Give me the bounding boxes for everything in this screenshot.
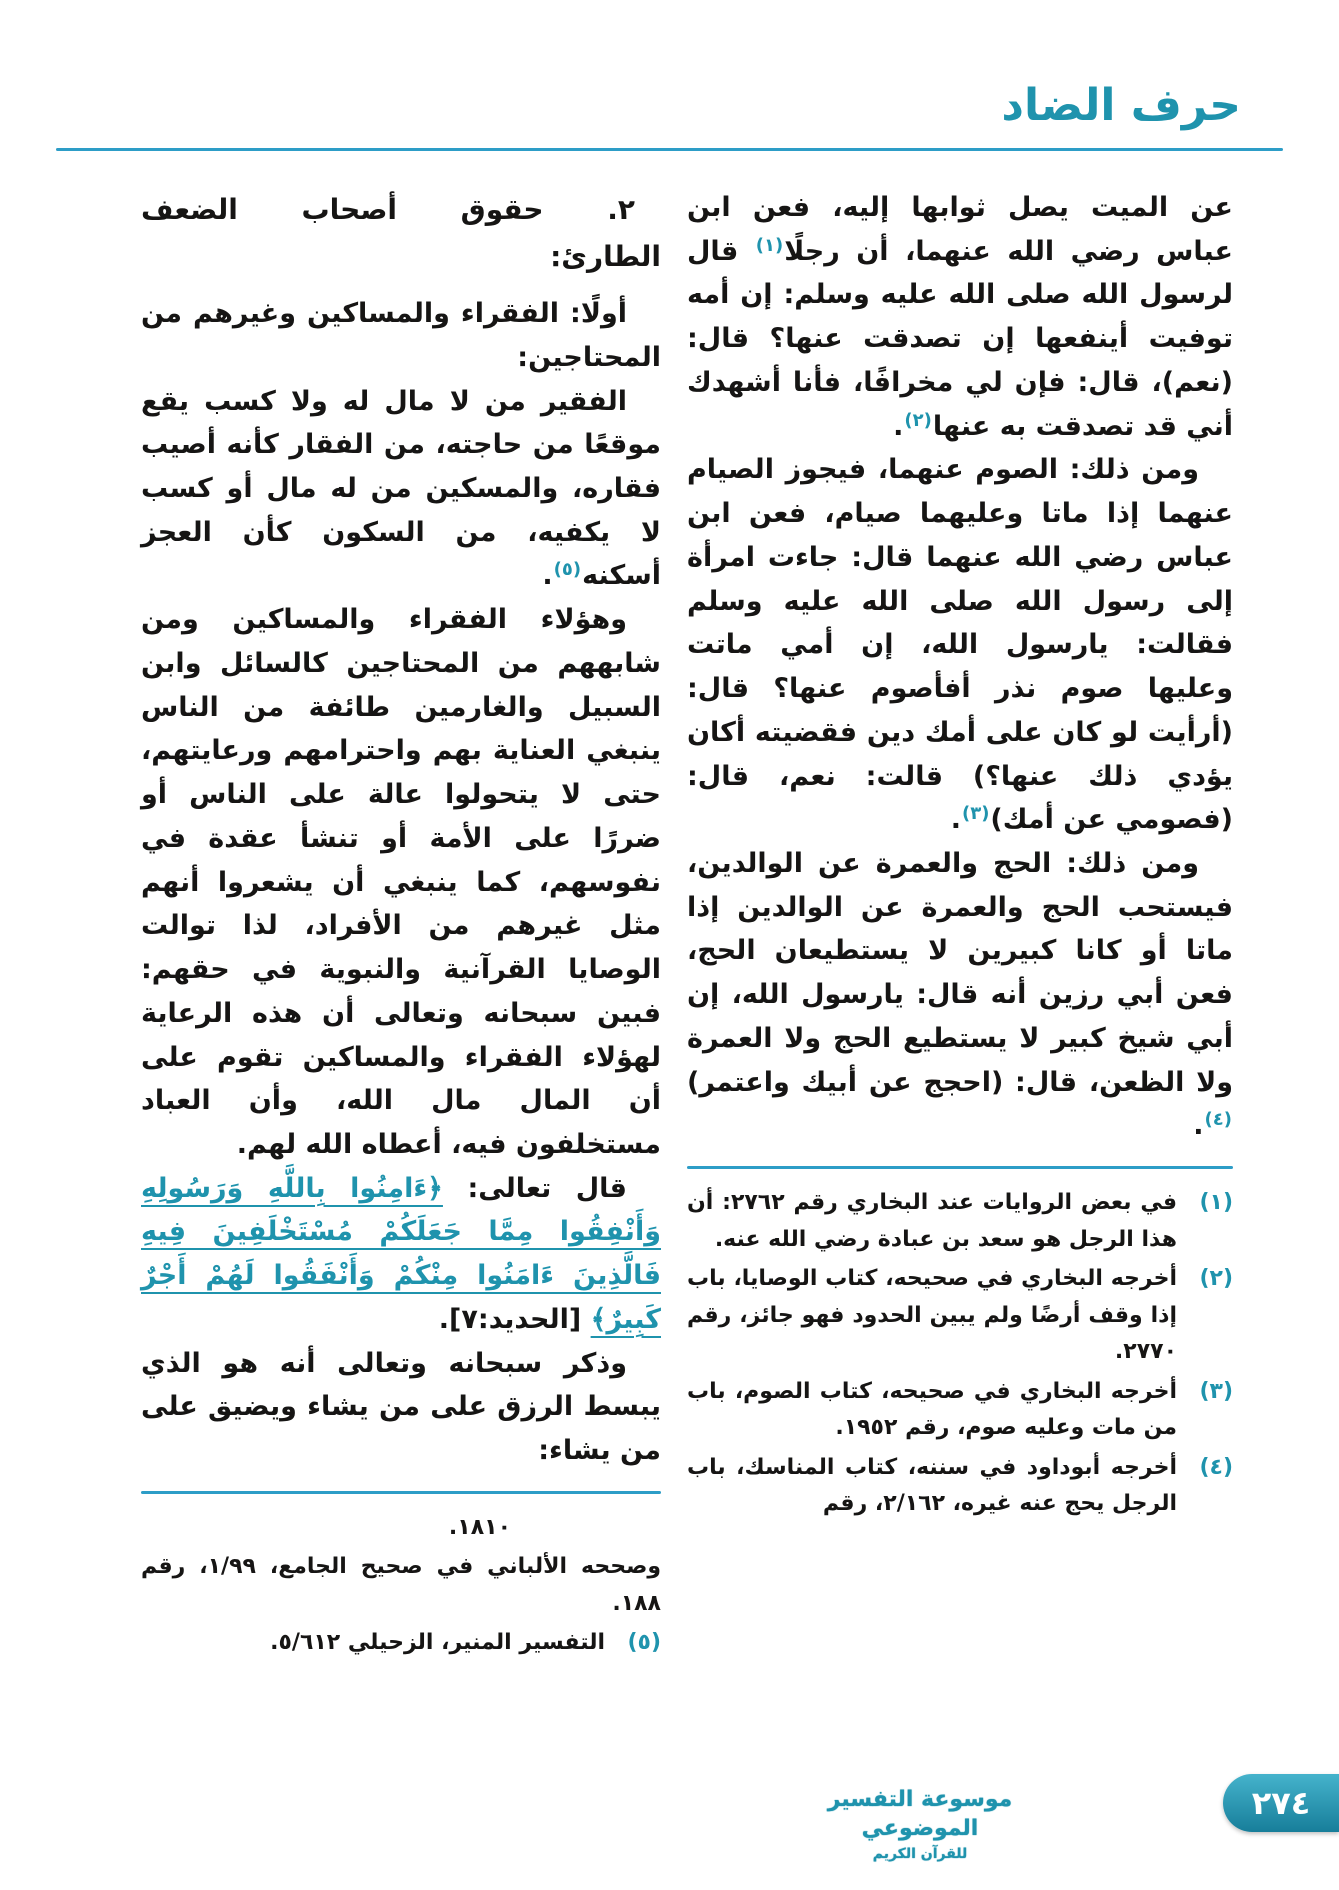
footnote-marker: (٥) [553,559,582,581]
footnote-text: ١٨١٠. [448,1514,511,1540]
footnote-number: (٢) [1199,1266,1233,1292]
footnote-number: (٣) [1199,1378,1233,1404]
footnote-marker: (٣) [961,803,990,825]
footnote-text: أخرجه أبوداود في سننه، كتاب المناسك، باب الرجل يحج عنه غيره، ٢/١٦٢، رقم [687,1454,1177,1517]
footnote [687,1374,1233,1447]
footnote [141,1625,661,1662]
paragraph-fasting [687,448,1233,842]
footnote-text: التفسير المنير، الزحيلي ٥/٦١٢. [270,1630,605,1656]
paragraph-care [141,598,661,1167]
text-run: قال لرسول الله صلى الله عليه وسلم: إن أمه توفيت أينفعها إن تصدقت عنها؟ قال: (نعم)، قال: فإن لي مخرافًا، فأنا أشهدك أني قد تصدقت به عنها [687,235,1233,442]
footnote-separator [687,1166,1233,1169]
footnote-marker: (٤) [1204,1109,1232,1131]
text-run: . [893,410,904,442]
footnote-marker: (١) [755,234,784,256]
paragraph-hajj [687,842,1233,1148]
header-rule [56,148,1283,151]
text-run: ومن ذلك: الحج والعمرة عن الوالدين، فيستحب الحج والعمرة عن الوالدين إذا ماتا أو كانا كبيرين لا يستطيعان الحج، فعن أبي رزين أنه قال: يارسول الله، إن أبي شيخ كبير لا يستطيع الحج ولا العمرة ولا الظعن، قال: (احجج عن أبيك واعتمر) [687,848,1233,1098]
footnote-text: في بعض الروايات عند البخاري رقم ٢٧٦٢: أن هذا الرجل هو سعد بن عبادة رضي الله عنه. [687,1190,1177,1252]
footnote-text: وصححه الألباني في صحيح الجامع، ١/٩٩، رقم ١٨٨. [141,1554,662,1616]
text-run: وذكر سبحانه وتعالى أنه هو الذي يبسط الرزق على من يشاء ويضيق على من يشاء: [141,1347,661,1467]
text-run: . [950,804,961,836]
footnotes-left [141,1510,661,1662]
chapter-title: حرف الضاد [1001,80,1241,131]
footnote-number: (١) [1199,1190,1233,1216]
footnote [687,1261,1233,1371]
paragraph-quran-quote [141,1167,661,1342]
footnote-number: (٤) [1199,1454,1233,1480]
text-run: . [1193,1110,1204,1142]
page-content [141,186,1233,1665]
footnotes-right [687,1185,1233,1523]
paragraph-definition [141,380,661,599]
publisher-logo-subtitle: للقرآن الكريم [872,1846,968,1862]
footnote-number: (٥) [627,1630,661,1656]
column-left [141,186,661,1665]
footnote-text: أخرجه البخاري في صحيحه، كتاب الصوم، باب من مات وعليه صوم، رقم ١٩٥٢. [687,1378,1177,1441]
footnote-marker: (٢) [904,409,932,431]
footnote-separator [141,1491,661,1494]
footnote [687,1185,1233,1258]
text-run: وهؤلاء الفقراء والمساكين ومن شابههم من المحتاجين كالسائل وابن السبيل والغارمين طائفة من الناس ينبغي العناية بهم واحترامهم ورعايتهم، حتى لا يتحولوا عالة على الناس أو ضررًا على الأمة أو تنشأ عقدة في نفوسهم، كما ينبغي أن يشعروا أنهم مثل غيرهم من الأفراد، لذا توالت الوصايا القرآنية والنبوية في حقهم: فبين سبحانه وتعالى أن هذه الرعاية لهؤلاء الفقراء والمساكين تقوم على أن المال مال الله، وأن العباد مستخلفون فيه، أعطاه الله لهم. [141,604,661,1161]
text-run: ومن ذلك: الصوم عنهما، فيجوز الصيام عنهما إذا ماتا وعليهما صيام، فعن ابن عباس رضي الله عنهما قال: جاءت امرأة إلى رسول الله صلى الله عليه وسلم فقالت: يارسول الله، إن أمي ماتت وعليها صوم نذر أفأصوم عنها؟ قال: (أرأيت لو كان على أمك دين فقضيته أكان يؤدي ذلك عنها؟) قالت: نعم، قال: (فصومي عن أمك) [687,454,1233,836]
publisher-logo-title: موسوعة التفسير الموضوعي [827,1786,1013,1842]
page-number: ٢٧٤ [1251,1784,1311,1822]
footnote-text: أخرجه البخاري في صحيحه، كتاب الوصايا، باب إذا وقف أرضًا ولم يبين الحدود فهو جائز، رقم ٢٧٧٠. [687,1266,1177,1365]
paragraph-continuation [687,186,1233,448]
section-heading-line2: الطارئ: [550,240,661,274]
quran-verse: ﴿ءَامِنُوا بِاللَّهِ وَرَسُولِهِ وَأَنْفِقُوا مِمَّا جَعَلَكُمْ مُسْتَخْلَفِينَ فِيهِ فَالَّذِينَ ءَامَنُوا مِنْكُمْ وَأَنْفَقُوا لَهُمْ أَجْرٌ كَبِيرٌ﴾ [141,1172,661,1335]
column-right [687,186,1233,1526]
text-run: الفقير من لا مال له ولا كسب يقع موقعًا من حاجته، من الفقار كأنه أصيب فقاره، والمسكين من له مال أو كسب لا يكفيه، من السكون كأن العجز أسكنه [141,385,661,592]
text-run: قال تعالى: [442,1172,627,1204]
publisher-logo [813,1785,1027,1862]
footnote [687,1450,1233,1523]
footnote-continuation [141,1510,661,1547]
sub-heading: أولًا: الفقراء والمساكين وغيرهم من المحتاجين: [141,298,661,373]
footnote-continuation [141,1549,661,1622]
section-heading [141,186,661,280]
page-number-badge [1223,1774,1339,1832]
section-heading-line1: ٢. حقوق أصحاب الضعف [141,193,635,226]
ayah-reference: [الحديد:٧]. [438,1303,591,1335]
text-run: . [542,560,553,592]
text-run: عن الميت يصل ثوابها إليه، فعن ابن عباس رضي الله عنهما، أن رجلًا [687,192,1233,267]
paragraph-rizq [141,1342,661,1473]
